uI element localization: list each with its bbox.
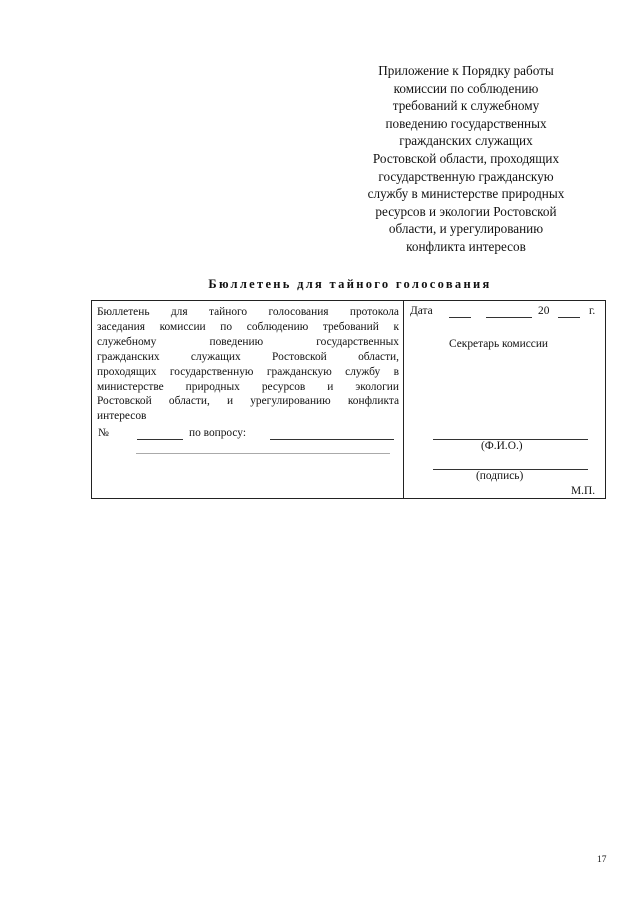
appendix-line: поведению государственных bbox=[385, 115, 547, 131]
day-blank bbox=[449, 305, 471, 318]
appendix-line: гражданских служащих bbox=[399, 133, 533, 149]
ballot-text-line: проходящих государственную гражданскую службу в bbox=[97, 365, 399, 378]
fio-caption: (Ф.И.О.) bbox=[481, 440, 523, 452]
ballot-text-line: заседания комиссии по соблюдению требований к bbox=[97, 320, 399, 333]
year-suffix: г. bbox=[589, 305, 596, 317]
ballot-table bbox=[91, 300, 606, 499]
ballot-text-line: Бюллетень для тайного голосования протокола bbox=[97, 306, 399, 318]
ballot-text-line: служебному поведению государственных bbox=[97, 335, 399, 348]
fio-blank bbox=[433, 427, 588, 440]
appendix-line: ресурсов и экологии Ростовской bbox=[375, 203, 557, 219]
ballot-text-line: интересов bbox=[97, 410, 147, 423]
number-sign: № bbox=[98, 427, 109, 439]
ballot-text-line: Ростовской области, и урегулированию конфликта bbox=[97, 395, 399, 408]
appendix-line: комиссии по соблюдению bbox=[393, 80, 539, 96]
year-prefix: 20 bbox=[538, 305, 550, 317]
number-blank bbox=[137, 427, 183, 440]
appendix-note bbox=[332, 62, 600, 256]
year-blank bbox=[558, 305, 580, 318]
question-blank-continued bbox=[136, 441, 390, 454]
ballot-description bbox=[97, 305, 399, 424]
appendix-line: области, и урегулированию bbox=[388, 221, 544, 237]
appendix-line: Приложение к Порядку работы bbox=[378, 63, 554, 78]
appendix-line: Ростовской области, проходящих bbox=[372, 150, 560, 166]
page-number: 17 bbox=[597, 855, 607, 865]
question-label: по вопросу: bbox=[189, 427, 247, 439]
month-blank bbox=[486, 305, 532, 318]
appendix-line: государственную гражданскую bbox=[378, 168, 554, 184]
question-blank bbox=[270, 427, 394, 440]
stamp-label: М.П. bbox=[571, 485, 596, 497]
column-divider bbox=[403, 301, 404, 498]
signature-blank bbox=[433, 457, 588, 470]
signature-caption: (подпись) bbox=[476, 470, 524, 482]
date-label: Дата bbox=[410, 305, 433, 317]
appendix-line: службу в министерстве природных bbox=[367, 186, 565, 202]
document-title: Бюллетень для тайного голосования bbox=[208, 277, 492, 291]
ballot-text-line: гражданских служащих Ростовской области, bbox=[97, 350, 399, 363]
appendix-line: требований к служебному bbox=[392, 98, 540, 114]
appendix-line: конфликта интересов bbox=[406, 238, 526, 254]
ballot-text-line: министерстве природных ресурсов и экологии bbox=[97, 380, 399, 393]
question-number-row bbox=[98, 427, 398, 441]
secretary-label: Секретарь комиссии bbox=[449, 338, 549, 350]
